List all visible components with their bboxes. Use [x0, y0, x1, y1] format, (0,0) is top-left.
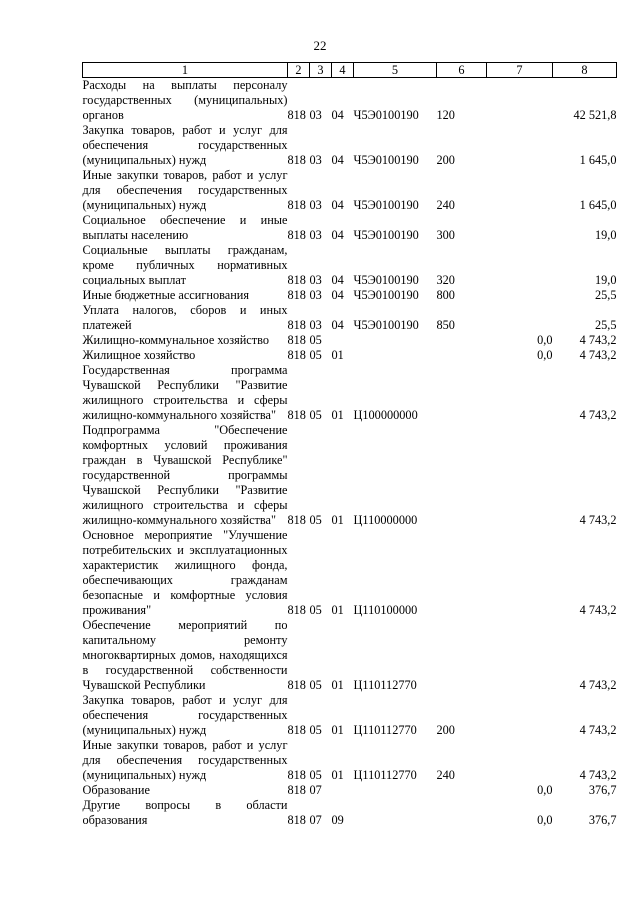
target-article-cell: [354, 783, 437, 798]
ministry-code-cell: 818: [287, 348, 306, 362]
target-article-cell: Ц110112770: [353, 768, 417, 782]
ministry-code-cell: 818: [287, 513, 306, 527]
target-article-cell: Ч5Э0100190: [353, 108, 419, 122]
column-header: 6: [437, 63, 487, 78]
amount-cell: 4 743,2: [579, 768, 617, 782]
row-name-cell: Другие вопросы в области образования: [82, 798, 288, 827]
ministry-code-cell: 818: [287, 768, 306, 782]
amount-change-cell: [487, 288, 553, 303]
expense-type-cell: 800: [436, 288, 455, 302]
target-article-cell: Ц110000000: [353, 513, 418, 527]
target-article-cell: Ц100000000: [353, 408, 418, 422]
target-article-cell: [354, 333, 437, 348]
subsection-cell: 04: [331, 288, 344, 302]
table-row: [83, 288, 617, 303]
amount-cell: 4 743,2: [579, 348, 617, 362]
amount-change-cell: [487, 78, 553, 124]
row-name-cell: Иные бюджетные ассигнования: [82, 288, 250, 302]
section-cell: 03: [309, 198, 322, 212]
subsection-cell: 01: [331, 408, 344, 422]
table-row: [83, 783, 617, 798]
amount-cell: 4 743,2: [579, 603, 617, 617]
table-row: [83, 168, 617, 213]
row-name-cell: Обеспечение мероприятий по капитальному ремонту многоквартирных домов, находящихся в государственной собственности Чувашской Республики: [82, 618, 288, 692]
row-name-cell: Социальные выплаты гражданам, кроме публичных нормативных социальных выплат: [82, 243, 288, 287]
ministry-code-cell: 818: [287, 228, 306, 242]
ministry-code-cell: 818: [287, 108, 306, 122]
amount-change-cell: [487, 423, 553, 528]
amount-cell: 25,5: [594, 288, 617, 302]
expense-type-cell: 850: [436, 318, 455, 332]
row-name-cell: Жилищно-коммунальное хозяйство: [82, 333, 270, 347]
section-cell: 05: [309, 333, 322, 347]
subsection-cell: 01: [331, 603, 344, 617]
ministry-code-cell: 818: [287, 198, 306, 212]
table-row: [83, 243, 617, 288]
table-row: [83, 798, 617, 828]
table-row: [83, 618, 617, 693]
subsection-cell: 01: [331, 768, 344, 782]
section-cell: 05: [309, 513, 322, 527]
subsection-cell: 04: [331, 228, 344, 242]
ministry-code-cell: 818: [287, 813, 306, 827]
row-name-cell: Расходы на выплаты персоналу государственных (муниципальных) органов: [82, 78, 288, 122]
table-row: [83, 738, 617, 783]
ministry-code-cell: 818: [287, 273, 306, 287]
section-cell: 03: [309, 273, 322, 287]
ministry-code-cell: 818: [287, 723, 306, 737]
row-name-cell: Государственная программа Чувашской Республики "Развитие жилищного строительства и сферы жилищно-коммунального хозяйства": [82, 363, 288, 422]
amount-change-cell: [487, 738, 553, 783]
amount-cell: 19,0: [594, 273, 617, 287]
row-name-cell: Закупка товаров, работ и услуг для обеспечения государственных (муниципальных) нужд: [82, 123, 288, 167]
subsection-cell: 04: [331, 153, 344, 167]
subsection-cell: 04: [331, 318, 344, 332]
amount-change-cell: [487, 213, 553, 243]
target-article-cell: Ч5Э0100190: [353, 153, 419, 167]
target-article-cell: Ч5Э0100190: [353, 198, 419, 212]
subsection-cell: [332, 783, 354, 798]
expense-type-cell: [437, 798, 487, 828]
section-cell: 07: [309, 783, 322, 797]
amount-change-cell: [487, 303, 553, 333]
expense-type-cell: 240: [436, 198, 455, 212]
expense-type-cell: 320: [436, 273, 455, 287]
row-name-cell: Уплата налогов, сборов и иных платежей: [82, 303, 288, 332]
section-cell: 05: [309, 603, 322, 617]
section-cell: 05: [309, 723, 322, 737]
budget-table: [82, 62, 617, 828]
expense-type-cell: [437, 618, 487, 693]
row-name-cell: Иные закупки товаров, работ и услуг для обеспечения государственных (муниципальных) нужд: [82, 738, 288, 782]
column-header: 2: [288, 63, 310, 78]
subsection-cell: [332, 333, 354, 348]
ministry-code-cell: 818: [287, 153, 306, 167]
table-row: [83, 333, 617, 348]
target-article-cell: Ц110100000: [353, 603, 418, 617]
subsection-cell: 01: [331, 513, 344, 527]
amount-change-cell: 0,0: [537, 348, 553, 362]
row-name-cell: Закупка товаров, работ и услуг для обеспечения государственных (муниципальных) нужд: [82, 693, 288, 737]
column-header: 4: [332, 63, 354, 78]
subsection-cell: 01: [331, 723, 344, 737]
expense-type-cell: 200: [436, 153, 455, 167]
amount-cell: 4 743,2: [579, 678, 617, 692]
section-cell: 03: [309, 228, 322, 242]
section-cell: 03: [309, 153, 322, 167]
section-cell: 03: [309, 318, 322, 332]
expense-type-cell: [437, 423, 487, 528]
target-article-cell: [354, 348, 437, 363]
ministry-code-cell: 818: [287, 408, 306, 422]
amount-change-cell: [487, 528, 553, 618]
expense-type-cell: [437, 783, 487, 798]
target-article-cell: Ч5Э0100190: [353, 288, 419, 302]
expense-type-cell: 120: [436, 108, 455, 122]
amount-change-cell: [487, 123, 553, 168]
ministry-code-cell: 818: [287, 333, 306, 347]
ministry-code-cell: 818: [287, 783, 306, 797]
column-header: 3: [310, 63, 332, 78]
amount-cell: 25,5: [594, 318, 617, 332]
table-body: [83, 78, 617, 829]
table-row: [83, 528, 617, 618]
amount-cell: 1 645,0: [579, 198, 617, 212]
amount-change-cell: [487, 693, 553, 738]
row-name-cell: Образование: [82, 783, 150, 797]
expense-type-cell: [437, 333, 487, 348]
table-row: [83, 693, 617, 738]
expense-type-cell: 200: [436, 723, 455, 737]
target-article-cell: [354, 798, 437, 828]
target-article-cell: Ч5Э0100190: [353, 318, 419, 332]
amount-cell: 4 743,2: [579, 333, 617, 347]
amount-change-cell: 0,0: [537, 813, 553, 827]
target-article-cell: Ц110112770: [353, 723, 417, 737]
table-row: [83, 363, 617, 423]
page-number: 22: [313, 38, 327, 53]
amount-change-cell: [487, 168, 553, 213]
section-cell: 03: [309, 108, 322, 122]
amount-change-cell: 0,0: [537, 783, 553, 797]
row-name-cell: Основное мероприятие "Улучшение потребительских и эксплуатационных характеристик жилищного фонда, обеспечивающих гражданам безопасные и комфортные условия проживания": [82, 528, 288, 617]
amount-cell: 376,7: [588, 813, 617, 827]
ministry-code-cell: 818: [287, 678, 306, 692]
amount-change-cell: [487, 618, 553, 693]
section-cell: 05: [309, 678, 322, 692]
row-name-cell: Подпрограмма "Обеспечение комфортных условий проживания граждан в Чувашской Республике" государственной программы Чувашской Республики "Развитие жилищного строительства и сферы жилищно-коммунального хозяйства": [82, 423, 288, 527]
column-header: 1: [83, 63, 288, 78]
table-row: [83, 213, 617, 243]
amount-change-cell: [487, 243, 553, 288]
column-header: 5: [354, 63, 437, 78]
subsection-cell: 04: [331, 198, 344, 212]
ministry-code-cell: 818: [287, 603, 306, 617]
amount-change-cell: [487, 363, 553, 423]
amount-cell: 4 743,2: [579, 408, 617, 422]
table-row: [83, 348, 617, 363]
subsection-cell: 04: [331, 108, 344, 122]
target-article-cell: Ц110112770: [353, 678, 417, 692]
section-cell: 05: [309, 408, 322, 422]
ministry-code-cell: 818: [287, 288, 306, 302]
table-row: [83, 78, 617, 124]
subsection-cell: 01: [331, 348, 344, 362]
subsection-cell: 09: [331, 813, 344, 827]
subsection-cell: 01: [331, 678, 344, 692]
ministry-code-cell: 818: [287, 318, 306, 332]
expense-type-cell: [437, 348, 487, 363]
subsection-cell: 04: [331, 273, 344, 287]
row-name-cell: Жилищное хозяйство: [82, 348, 196, 362]
amount-cell: 376,7: [588, 783, 617, 797]
amount-cell: 19,0: [594, 228, 617, 242]
section-cell: 05: [309, 348, 322, 362]
column-header: 7: [487, 63, 553, 78]
amount-cell: 4 743,2: [579, 723, 617, 737]
column-header: 8: [553, 63, 617, 78]
section-cell: 07: [309, 813, 322, 827]
amount-cell: 1 645,0: [579, 153, 617, 167]
expense-type-cell: 240: [436, 768, 455, 782]
expense-type-cell: [437, 363, 487, 423]
expense-type-cell: 300: [436, 228, 455, 242]
amount-cell: 4 743,2: [579, 513, 617, 527]
target-article-cell: Ч5Э0100190: [353, 273, 419, 287]
amount-cell: 42 521,8: [573, 108, 617, 122]
section-cell: 05: [309, 768, 322, 782]
table-header-row: [83, 63, 617, 78]
table-row: [83, 423, 617, 528]
table-row: [83, 123, 617, 168]
expense-type-cell: [437, 528, 487, 618]
table-row: [83, 303, 617, 333]
target-article-cell: Ч5Э0100190: [353, 228, 419, 242]
row-name-cell: Иные закупки товаров, работ и услуг для обеспечения государственных (муниципальных) нужд: [82, 168, 288, 212]
row-name-cell: Социальное обеспечение и иные выплаты населению: [82, 213, 288, 242]
section-cell: 03: [309, 288, 322, 302]
amount-change-cell: 0,0: [537, 333, 553, 347]
